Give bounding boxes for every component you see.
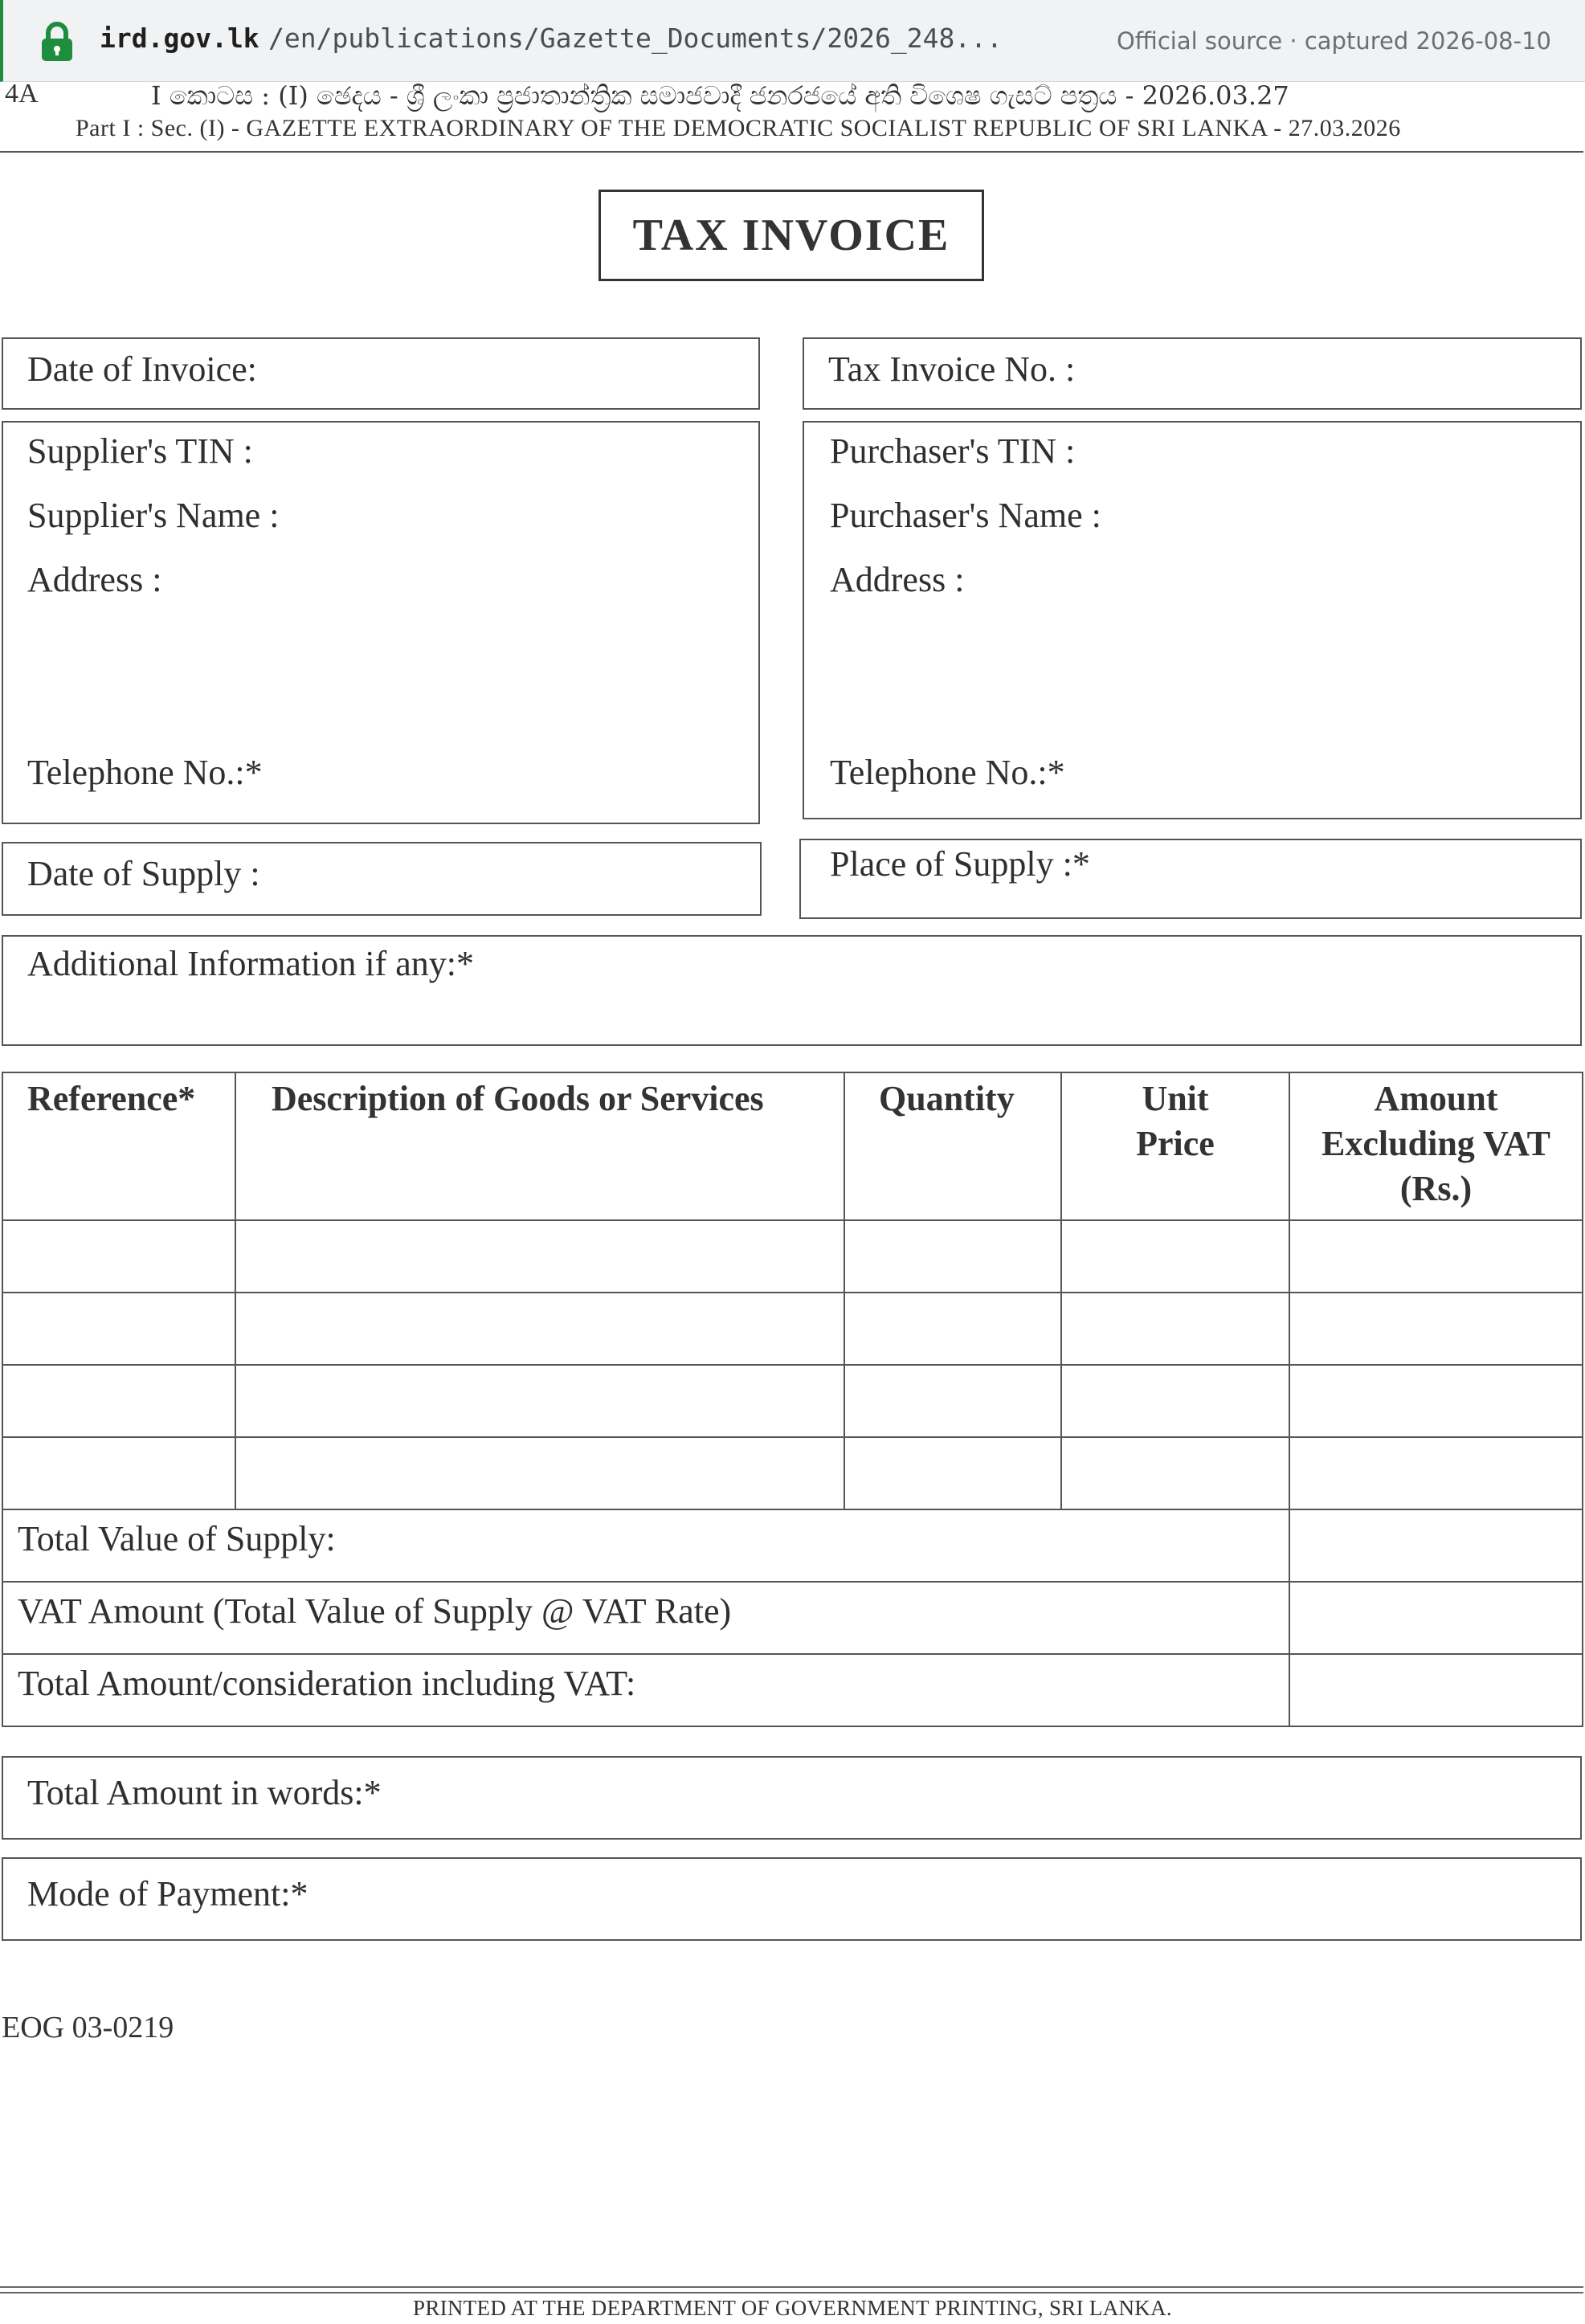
purchaser-address-label: Address :: [830, 560, 965, 599]
header-divider: [0, 151, 1583, 153]
header-amount: Amount Excluding VAT (Rs.): [1289, 1072, 1583, 1220]
table-cell[interactable]: [1289, 1293, 1583, 1365]
table-row: [2, 1293, 1583, 1365]
table-cell[interactable]: [235, 1437, 844, 1509]
purchaser-name-label: Purchaser's Name :: [830, 496, 1101, 535]
table-cell[interactable]: [2, 1293, 235, 1365]
form-title: TAX INVOICE: [598, 190, 984, 281]
url-path[interactable]: /en/publications/Gazette_Documents/2026_248...: [268, 22, 1003, 54]
table-cell[interactable]: [235, 1293, 844, 1365]
supplier-telephone-label: Telephone No.:*: [27, 753, 263, 792]
table-cell[interactable]: [844, 1293, 1061, 1365]
table-cell[interactable]: [844, 1365, 1061, 1437]
total-incl-vat-cell[interactable]: [1289, 1654, 1583, 1726]
table-cell[interactable]: [2, 1365, 235, 1437]
additional-info-label: Additional Information if any:*: [27, 944, 474, 983]
header-reference: Reference*: [2, 1072, 235, 1220]
table-row: [2, 1437, 1583, 1509]
table-row: [2, 1365, 1583, 1437]
total-value-row: [2, 1509, 1583, 1582]
table-cell[interactable]: [1289, 1220, 1583, 1293]
date-of-invoice-label: Date of Invoice:: [27, 349, 257, 389]
table-row: [2, 1220, 1583, 1293]
header-quantity: Quantity: [844, 1072, 1061, 1220]
table-cell[interactable]: [2, 1220, 235, 1293]
total-incl-vat-label: Total Amount/consideration including VAT:: [2, 1654, 1289, 1726]
lock-icon: [39, 22, 76, 62]
supplier-name-label: Supplier's Name :: [27, 496, 280, 535]
url-host[interactable]: ird.gov.lk: [100, 22, 259, 54]
table-cell[interactable]: [1061, 1365, 1289, 1437]
tax-invoice-no-label: Tax Invoice No. :: [828, 349, 1076, 389]
purchaser-telephone-label: Telephone No.:*: [830, 753, 1065, 792]
mode-of-payment-label: Mode of Payment:*: [27, 1874, 308, 1914]
total-value-label: Total Value of Supply:: [2, 1509, 1289, 1582]
supplier-box: [2, 421, 760, 824]
footer-divider: [0, 2286, 1583, 2288]
vat-amount-cell[interactable]: [1289, 1582, 1583, 1654]
capture-note: Official source · captured 2026-08-10: [1116, 27, 1551, 55]
table-cell[interactable]: [1061, 1437, 1289, 1509]
footer-divider: [0, 2292, 1583, 2293]
date-of-supply-box: [2, 842, 762, 916]
table-cell[interactable]: [235, 1365, 844, 1437]
table-header-row: [2, 1072, 1583, 1220]
total-incl-vat-row: [2, 1654, 1583, 1726]
table-cell[interactable]: [235, 1220, 844, 1293]
page-number: 4A: [5, 79, 39, 108]
additional-info-box: [2, 935, 1582, 1046]
supplier-tin-label: Supplier's TIN :: [27, 431, 253, 471]
table-cell[interactable]: [844, 1437, 1061, 1509]
tax-invoice-no-box: [803, 337, 1582, 410]
purchaser-tin-label: Purchaser's TIN :: [830, 431, 1076, 471]
date-of-invoice-box: [2, 337, 760, 410]
table-cell[interactable]: [2, 1437, 235, 1509]
table-cell[interactable]: [1061, 1293, 1289, 1365]
gazette-header-sinhala: I කොටස : (I) ඡෙදය - ශ්‍රී ලංකා ප්‍රජාතාන්ත්‍රික සමාජවාදී ජනරජයේ අති විශෙෂ ගැසට් පත්‍රය - 2026.03.27: [151, 80, 1289, 111]
gazette-header-english: Part I : Sec. (I) - GAZETTE EXTRAORDINARY OF THE DEMOCRATIC SOCIALIST REPUBLIC OF SRI LANKA - 27.03.2026: [76, 115, 1401, 141]
amount-in-words-box: [2, 1756, 1582, 1840]
header-description: Description of Goods or Services: [235, 1072, 844, 1220]
purchaser-box: [803, 421, 1582, 819]
vat-amount-row: [2, 1582, 1583, 1654]
table-cell[interactable]: [1061, 1220, 1289, 1293]
amount-in-words-label: Total Amount in words:*: [27, 1773, 382, 1812]
supplier-address-label: Address :: [27, 560, 162, 599]
form-code: EOG 03-0219: [2, 2011, 174, 2044]
table-cell[interactable]: [844, 1220, 1061, 1293]
place-of-supply-box: [799, 839, 1582, 919]
total-value-cell[interactable]: [1289, 1509, 1583, 1582]
place-of-supply-label: Place of Supply :*: [830, 844, 1090, 884]
table-cell[interactable]: [1289, 1365, 1583, 1437]
printer-footer: PRINTED AT THE DEPARTMENT OF GOVERNMENT PRINTING, SRI LANKA.: [413, 2296, 1172, 2320]
table-cell[interactable]: [1289, 1437, 1583, 1509]
mode-of-payment-box: [2, 1857, 1582, 1941]
vat-amount-label: VAT Amount (Total Value of Supply @ VAT Rate): [2, 1582, 1289, 1654]
items-table: [2, 1072, 1583, 1727]
date-of-supply-label: Date of Supply :: [27, 854, 260, 893]
header-unit-price: Unit Price: [1061, 1072, 1289, 1220]
